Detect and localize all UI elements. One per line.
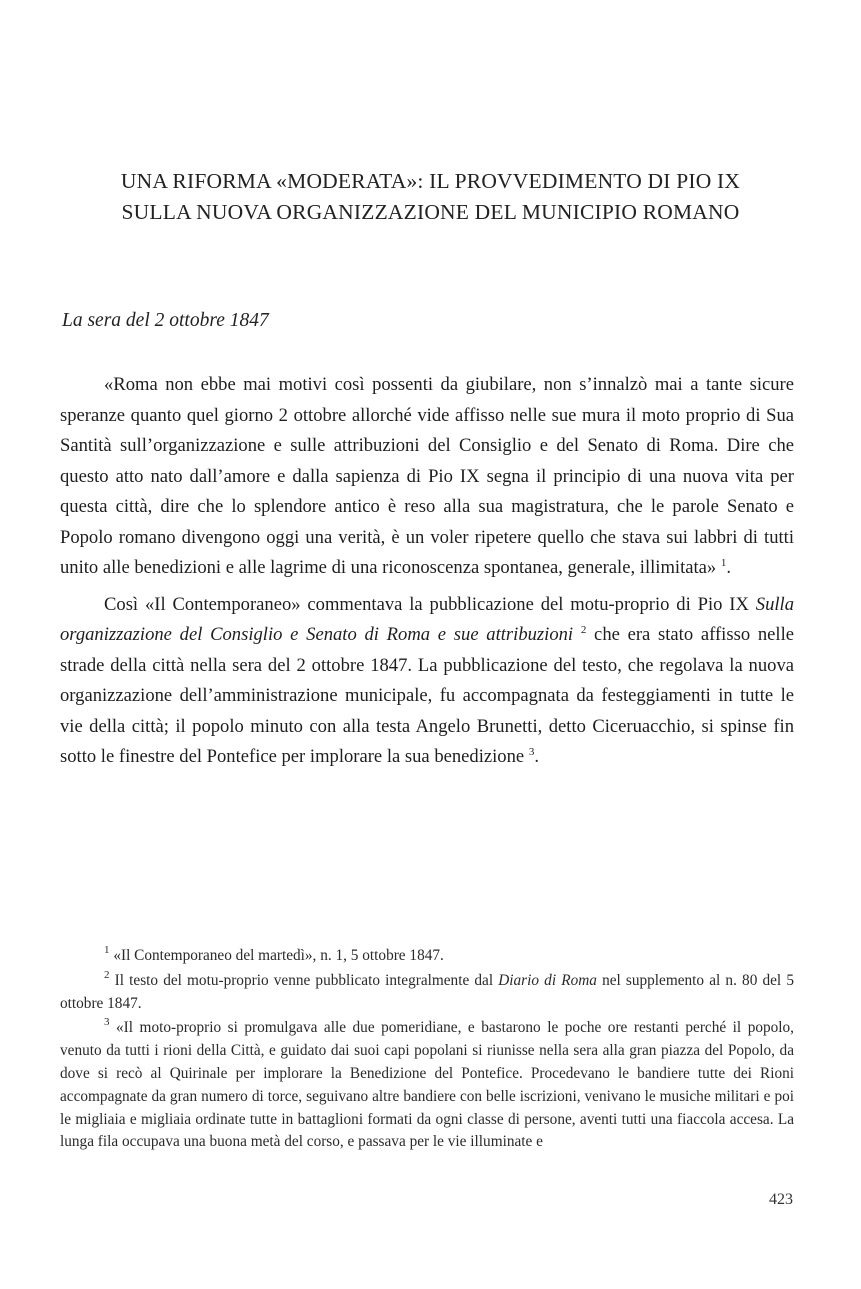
footnote-ref-1: 1	[720, 557, 727, 569]
footnote-2-text-a: Il testo del motu-proprio venne pubblicato integralmente dal	[114, 971, 499, 989]
footnote-3-number: 3	[104, 1016, 110, 1029]
chapter-title-line-1: UNA RIFORMA «MODERATA»: IL PROVVEDIMENTO DI PIO IX	[120, 169, 741, 193]
paragraph-2-end: .	[534, 746, 539, 767]
body-text	[60, 370, 794, 779]
footnote-1	[60, 945, 794, 968]
footnote-2-text-b: nel supplemento al n. 80 del 5 ottobre 1847.	[60, 971, 794, 1012]
footnote-1-text: «Il Contemporaneo del martedì», n. 1, 5 ottobre 1847.	[113, 947, 444, 964]
chapter-title-line-2: SULLA NUOVA ORGANIZZAZIONE DEL MUNICIPIO ROMANO	[121, 200, 740, 224]
footnote-ref-3: 3	[528, 746, 535, 758]
footnote-1-number: 1	[104, 944, 110, 956]
paragraph-1: «Roma non ebbe mai motivi così possenti da giubilare, non s’innalzò mai a tante sicure speranze quanto quel giorno 2 ottobre allorché vide affisso nelle sue mura il moto proprio di Sua Santità sull’organizzazione e sulle attribuzioni del Consiglio e del Senato di Roma. Dire che questo atto nato dall’amore e dalla sapienza di Pio IX segna il principio di una nuova vita per questa città, dire che lo splendore antico è reso alla sua magistratura, che le parole Senato e Popolo romano divengono oggi una verità, è un voler ripetere quello che stava sui labbri di tutti unito alle benedizioni e alle lagrime di una riconoscenza spontanea, generale, illimitata» $^1$.	[60, 374, 794, 578]
footnote-ref-2: 2	[580, 624, 587, 636]
footnote-2	[60, 970, 794, 1016]
work-title: Sulla organizzazione del Consiglio e Senato di Roma e sue attribuzioni	[60, 593, 794, 645]
footnote-2-number: 2	[104, 968, 110, 981]
paragraph-2-text-b: che era stato affisso nelle strade della città nella sera del 2 ottobre 1847. La pubblicazione del testo, che regolava la nuova organizzazione dell’amministrazione municipale, fu accompagnata da festeggiamenti in tutte le vie della città; il popolo minuto con alla testa Angelo Brunetti, detto Ciceruacchio, si spinse fin sotto le finestre del Pontefice per implorare la sua benedizione	[60, 624, 794, 767]
paragraph-1-text: «Roma non ebbe mai motivi così possenti da giubilare, non s’innalzò mai a tante sicure speranze quanto quel giorno 2 ottobre allorché vide affisso nelle sue mura il moto proprio di Sua Santità sull’organizzazione e sulle attribuzioni del Consiglio e del Senato di Roma. Dire che questo atto nato dall’amore e dalla sapienza di Pio IX segna il principio di una nuova vita per questa città, dire che lo splendore antico è reso alla sua magistratura, che le parole Senato e Popolo romano divengono oggi una verità, è un voler ripetere quello che stava sui labbri di tutti unito alle benedizioni e alle lagrime di una riconoscenza spontanea, generale, illimitata»	[60, 374, 794, 578]
paragraph-2	[60, 590, 794, 773]
footnotes	[60, 945, 794, 1156]
chapter-title	[40, 166, 821, 228]
section-heading: La sera del 2 ottobre 1847	[62, 310, 269, 331]
footnote-3-text: «Il moto-proprio si promulgava alle due pomeridiane, e bastarono le poche ore restanti perché il popolo, venuto da tutti i rioni della Città, e guidato dai suoi capi popolani si riunisse nella sera alla gran piazza del Popolo, da dove si recò al Quirinale per implorare la Benedizione del Pontefice. Procedevano le bandiere tutte dei Rioni accompagnate da gran numero di torce, seguivano altre bandiere con belle iscrizioni, venivano le musiche militari e poi le migliaia e migliaia ordinate tutte in battaglioni formati da ogni classe di persone, aventi tutti una fiaccola accesa. La lunga fila occupava una buona metà del corso, e passava per le vie illuminate e	[60, 1019, 795, 1151]
footnote-3	[60, 1017, 794, 1154]
page-number: 423	[769, 1191, 793, 1208]
footnote-2-italic: Diario di Roma	[498, 971, 597, 989]
paragraph-2-text-a: Così «Il Contemporaneo» commentava la pubblicazione del motu-proprio di Pio IX	[104, 593, 756, 615]
